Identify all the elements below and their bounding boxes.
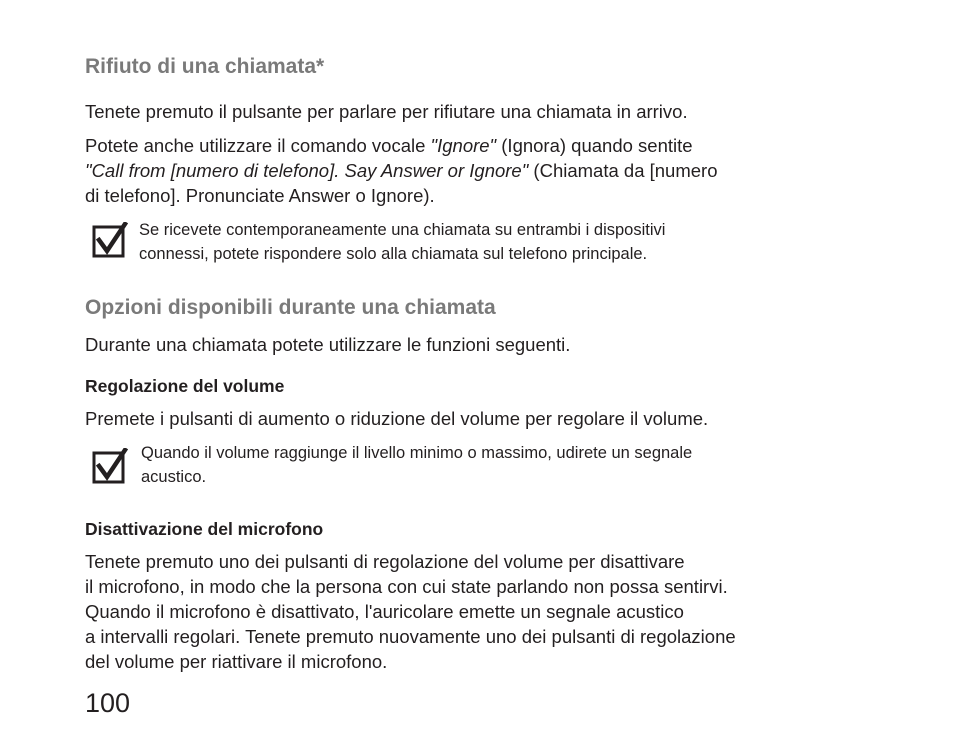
mute-body-line: Tenete premuto uno dei pulsanti di regolazione del volume per disattivare — [85, 551, 685, 572]
mute-body — [85, 549, 736, 674]
volume-body: Premete i pulsanti di aumento o riduzione del volume per regolare il volume. — [85, 408, 709, 429]
mute-body-line: Quando il microfono è disattivato, l'auricolare emette un segnale acustico — [85, 601, 684, 622]
reject-note-line-1: Se ricevete contemporaneamente una chiamata su entrambi i dispositivi — [139, 221, 666, 239]
reject-note-line-2: connessi, potete rispondere solo alla chiamata sul telefono principale. — [139, 245, 648, 263]
check-box-icon — [92, 448, 128, 484]
mute-body-line: del volume per riattivare il microfono. — [85, 651, 388, 672]
volume-note — [141, 441, 692, 489]
volume-note-line-1: Quando il volume raggiunge il livello minimo o massimo, udirete un segnale — [141, 444, 693, 462]
section-heading-options: Opzioni disponibili durante una chiamata — [85, 296, 496, 319]
mute-body-line: a intervalli regolari. Tenete premuto nuovamente uno dei pulsanti di regolazione — [85, 626, 736, 647]
volume-note-line-2: acustico. — [141, 468, 207, 486]
subsection-heading-mute: Disattivazione del microfono — [85, 519, 324, 539]
reject-paragraph-2-line-2: "Call from [numero di telefono]. Say Answer or Ignore" (Chiamata da [numero — [85, 160, 718, 181]
page-number: 100 — [85, 688, 131, 718]
reject-paragraph-2-line-1: Potete anche utilizzare il comando vocale "Ignore" (Ignora) quando sentite — [85, 135, 693, 156]
mute-body-line: il microfono, in modo che la persona con cui state parlando non possa sentirvi. — [85, 576, 728, 597]
subsection-heading-volume: Regolazione del volume — [85, 376, 285, 396]
reject-paragraph-1: Tenete premuto il pulsante per parlare per rifiutare una chiamata in arrivo. — [85, 101, 688, 122]
section-heading-reject: Rifiuto di una chiamata* — [85, 55, 325, 78]
reject-paragraph-2 — [85, 133, 718, 208]
options-intro: Durante una chiamata potete utilizzare le funzioni seguenti. — [85, 334, 571, 355]
reject-note — [139, 218, 665, 266]
check-box-icon — [92, 222, 128, 258]
reject-paragraph-2-line-3: di telefono]. Pronunciate Answer o Ignore). — [85, 185, 435, 206]
